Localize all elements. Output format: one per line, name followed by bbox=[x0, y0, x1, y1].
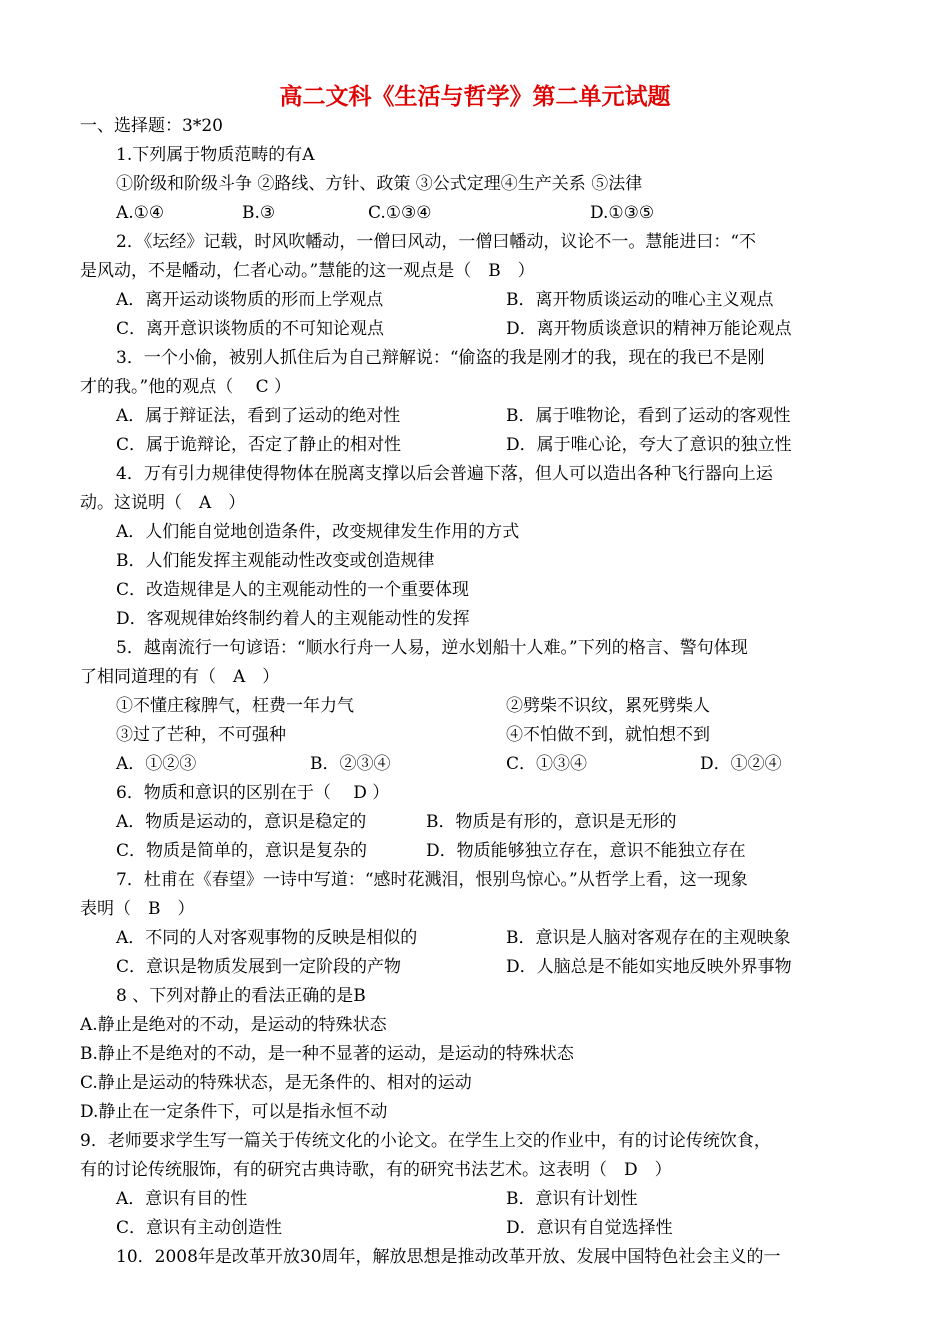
option-b: B．②③④ bbox=[310, 754, 391, 774]
question-3-stem-line2: 才的我。”他的观点（ C ） bbox=[80, 377, 292, 397]
option-b: B．离开物质谈运动的唯心主义观点 bbox=[506, 290, 774, 310]
question-7-options-row2 bbox=[80, 953, 872, 982]
option-b: B．意识有计划性 bbox=[506, 1189, 638, 1209]
question-9-stem-line1: 9．老师要求学生写一篇关于传统文化的小论文。在学生上交的作业中，有的讨论传统饮食， bbox=[80, 1131, 771, 1151]
question-4-stem-line2: 动。这说明（ A ） bbox=[80, 493, 246, 513]
item-1: ①不懂庄稼脾气，枉费一年力气 bbox=[116, 696, 354, 716]
option-c: C．改造规律是人的主观能动性的一个重要体现 bbox=[116, 580, 470, 600]
question-1-options bbox=[80, 199, 872, 228]
option-a: A．物质是运动的，意识是稳定的 bbox=[116, 812, 367, 832]
item-3: ③过了芒种，不可强种 bbox=[116, 725, 286, 745]
option-d: D．①②④ bbox=[700, 754, 782, 774]
option-c: C．意识是物质发展到一定阶段的产物 bbox=[116, 957, 402, 977]
question-5-stem-line2: 了相同道理的有（ A ） bbox=[80, 667, 280, 687]
question-5-stem-line1: 5．越南流行一句谚语：“顺水行舟一人易，逆水划船十人难。”下列的格言、警句体现 bbox=[116, 638, 748, 658]
question-5-items-row1 bbox=[80, 692, 872, 721]
question-6-options-row1 bbox=[80, 808, 872, 837]
option-a: A．①②③ bbox=[116, 754, 197, 774]
option-a: A．不同的人对客观事物的反映是相似的 bbox=[116, 928, 418, 948]
question-4-stem-line1: 4．万有引力规律使得物体在脱离支撑以后会普遍下落，但人可以造出各种飞行器向上运 bbox=[116, 464, 773, 484]
question-3-options-row2 bbox=[80, 431, 872, 460]
option-d: D．意识有自觉选择性 bbox=[506, 1218, 673, 1238]
question-1-stem: 1.下列属于物质范畴的有A bbox=[116, 145, 315, 165]
question-10-stem-line1: 10．2008年是改革开放30周年，解放思想是推动改革开放、发展中国特色社会主义的一 bbox=[116, 1247, 781, 1267]
option-c: C.①③④ bbox=[368, 203, 432, 223]
option-a: A．属于辩证法，看到了运动的绝对性 bbox=[116, 406, 401, 426]
option-d: D.①③⑤ bbox=[590, 203, 655, 223]
question-9-options-row1 bbox=[80, 1185, 872, 1214]
question-7-stem-line2: 表明（ B ） bbox=[80, 899, 195, 919]
option-d: D．属于唯心论，夸大了意识的独立性 bbox=[506, 435, 792, 455]
option-b: B．意识是人脑对客观存在的主观映象 bbox=[506, 928, 791, 948]
question-2-stem-line2: 是风动，不是幡动，仁者心动。”慧能的这一观点是（ B ） bbox=[80, 261, 535, 281]
item-2: ②劈柴不识纹，累死劈柴人 bbox=[506, 696, 710, 716]
option-b: B．属于唯物论，看到了运动的客观性 bbox=[506, 406, 791, 426]
option-a: A．人们能自觉地创造条件，改变规律发生作用的方式 bbox=[116, 522, 520, 542]
question-2-options-row1 bbox=[80, 286, 872, 315]
option-c: C.静止是运动的特殊状态，是无条件的、相对的运动 bbox=[80, 1073, 472, 1093]
question-2-stem-line1: 2．《坛经》记载，时风吹幡动，一僧曰风动，一僧曰幡动，议论不一。慧能进曰：“不 bbox=[116, 232, 757, 252]
option-d: D．物质能够独立存在，意识不能独立存在 bbox=[426, 841, 746, 861]
question-7-stem-line1: 7．杜甫在《春望》一诗中写道：“感时花溅泪，恨别鸟惊心。”从哲学上看，这一现象 bbox=[116, 870, 748, 890]
option-c: C．离开意识谈物质的不可知论观点 bbox=[116, 319, 385, 339]
question-6-stem: 6．物质和意识的区别在于（ D ） bbox=[116, 783, 390, 803]
question-6-options-row2 bbox=[80, 837, 872, 866]
question-list bbox=[80, 112, 872, 1272]
question-2-options-row2 bbox=[80, 315, 872, 344]
option-a: A.①④ bbox=[116, 203, 165, 223]
question-9-options-row2 bbox=[80, 1214, 872, 1243]
option-b: B．人们能发挥主观能动性改变或创造规律 bbox=[116, 551, 435, 571]
question-8-stem: 8 、下列对静止的看法正确的是B bbox=[116, 986, 366, 1006]
option-d: D.静止在一定条件下，可以是指永恒不动 bbox=[80, 1102, 388, 1122]
question-7-options-row1 bbox=[80, 924, 872, 953]
option-d: D．客观规律始终制约着人的主观能动性的发挥 bbox=[116, 609, 470, 629]
section-heading: 一、选择题：3*20 bbox=[80, 116, 223, 136]
question-5-items-row2 bbox=[80, 721, 872, 750]
item-4: ④不怕做不到，就怕想不到 bbox=[506, 725, 710, 745]
question-3-stem-line1: 3．一个小偷，被别人抓住后为自己辩解说：“偷盗的我是刚才的我，现在的我已不是刚 bbox=[116, 348, 765, 368]
option-b: B.③ bbox=[242, 203, 276, 223]
option-a: A．意识有目的性 bbox=[116, 1189, 248, 1209]
option-b: B．物质是有形的，意识是无形的 bbox=[426, 812, 677, 832]
option-c: C．物质是简单的，意识是复杂的 bbox=[116, 841, 368, 861]
option-d: D．离开物质谈意识的精神万能论观点 bbox=[506, 319, 792, 339]
option-b: B.静止不是绝对的不动，是一种不显著的运动，是运动的特殊状态 bbox=[80, 1044, 574, 1064]
option-c: C．①③④ bbox=[506, 754, 588, 774]
option-c: C．属于诡辩论，否定了静止的相对性 bbox=[116, 435, 402, 455]
document-title: 高二文科《生活与哲学》第二单元试题 bbox=[279, 84, 671, 110]
question-3-options-row1 bbox=[80, 402, 872, 431]
option-a: A．离开运动谈物质的形而上学观点 bbox=[116, 290, 384, 310]
question-5-options bbox=[80, 750, 872, 779]
option-a: A.静止是绝对的不动，是运动的特殊状态 bbox=[80, 1015, 387, 1035]
question-9-stem-line2: 有的讨论传统服饰，有的研究古典诗歌，有的研究书法艺术。这表明（ D ） bbox=[80, 1160, 672, 1180]
option-d: D．人脑总是不能如实地反映外界事物 bbox=[506, 957, 792, 977]
option-c: C．意识有主动创造性 bbox=[116, 1218, 283, 1238]
question-1-items: ①阶级和阶级斗争 ②路线、方针、政策 ③公式定理④生产关系 ⑤法律 bbox=[116, 174, 643, 194]
